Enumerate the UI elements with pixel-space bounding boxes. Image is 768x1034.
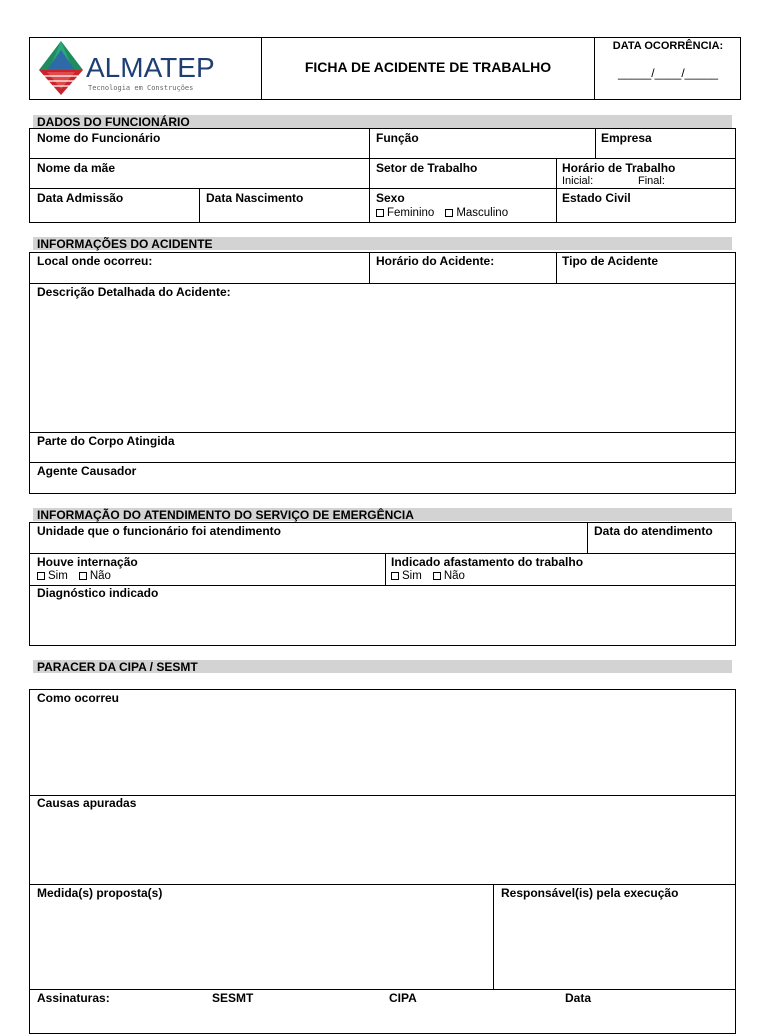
- col-divider: [556, 158, 557, 223]
- section-emergency: INFORMAÇÃO DO ATENDIMENTO DO SERVIÇO DE EMERGÊNCIA: [33, 508, 732, 521]
- row-divider: [29, 553, 736, 554]
- function-field[interactable]: Função: [376, 131, 419, 145]
- hospitalization-no-option[interactable]: Não: [79, 570, 111, 582]
- sesmt-signature-field[interactable]: SESMT: [212, 991, 254, 1005]
- leave-field: Indicado afastamento do trabalho: [391, 555, 584, 569]
- col-divider: [385, 553, 386, 585]
- admission-date-field[interactable]: Data Admissão: [37, 191, 124, 205]
- checkbox-icon[interactable]: [391, 572, 399, 580]
- care-unit-field[interactable]: Unidade que o funcionário foi atendimento: [37, 524, 282, 538]
- company-field[interactable]: Empresa: [601, 131, 652, 145]
- signatures-label: Assinaturas:: [37, 991, 110, 1005]
- checkbox-icon[interactable]: [79, 572, 87, 580]
- logo-subtitle: Tecnologia em Construções: [88, 84, 194, 92]
- causes-field[interactable]: Causas apuradas: [37, 796, 137, 810]
- form-title: FICHA DE ACIDENTE DE TRABALHO: [304, 59, 552, 75]
- schedule-start-label: Inicial:: [562, 175, 594, 187]
- cipa-signature-field[interactable]: CIPA: [389, 991, 417, 1005]
- row-divider: [29, 462, 736, 463]
- row-divider: [29, 989, 736, 990]
- leave-no-option[interactable]: Não: [433, 570, 465, 582]
- work-schedule-field[interactable]: Horário de Trabalho: [562, 161, 676, 175]
- sex-options: [376, 207, 508, 219]
- accident-time-field[interactable]: Horário do Acidente:: [376, 254, 495, 268]
- causing-agent-field[interactable]: Agente Causador: [37, 464, 137, 478]
- sex-female-option[interactable]: Feminino: [376, 207, 434, 219]
- accident-description-field[interactable]: Descrição Detalhada do Acidente:: [37, 285, 231, 299]
- logo-text: ALMATEP: [86, 52, 215, 83]
- sex-field: Sexo: [376, 191, 405, 205]
- diagnosis-field[interactable]: Diagnóstico indicado: [37, 586, 159, 600]
- accident-type-field[interactable]: Tipo de Acidente: [562, 254, 659, 268]
- emergency-table: [29, 522, 736, 646]
- how-occurred-field[interactable]: Como ocorreu: [37, 691, 120, 705]
- col-divider: [493, 884, 494, 989]
- occurrence-date-field[interactable]: _____/____/_____: [617, 66, 719, 80]
- hospitalization-options: [37, 570, 111, 582]
- responsible-field[interactable]: Responsável(is) pela execução: [501, 886, 679, 900]
- birth-date-field[interactable]: Data Nascimento: [206, 191, 304, 205]
- measures-field[interactable]: Medida(s) proposta(s): [37, 886, 163, 900]
- section-cipa: PARACER DA CIPA / SESMT: [33, 660, 732, 673]
- row-divider: [29, 188, 736, 189]
- employee-name-field[interactable]: Nome do Funcionário: [37, 131, 161, 145]
- signature-date-field[interactable]: Data: [565, 991, 592, 1005]
- checkbox-icon[interactable]: [445, 209, 453, 217]
- hospitalization-field: Houve internação: [37, 555, 138, 569]
- checkbox-icon[interactable]: [37, 572, 45, 580]
- row-divider: [29, 884, 736, 885]
- care-date-field[interactable]: Data do atendimento: [594, 524, 713, 538]
- col-divider: [587, 522, 588, 553]
- col-divider: [369, 252, 370, 283]
- occurrence-date-label: DATA OCORRÊNCIA:: [612, 40, 724, 52]
- col-divider: [199, 188, 200, 223]
- leave-yes-option[interactable]: Sim: [391, 570, 422, 582]
- row-divider: [29, 432, 736, 433]
- marital-status-field[interactable]: Estado Civil: [562, 191, 631, 205]
- cipa-table: [29, 689, 736, 1034]
- schedule-end-label: Final:: [638, 175, 665, 187]
- col-divider: [595, 128, 596, 158]
- header-divider: [594, 37, 595, 100]
- mother-name-field[interactable]: Nome da mãe: [37, 161, 116, 175]
- almatep-logo-icon: [35, 40, 87, 96]
- checkbox-icon[interactable]: [376, 209, 384, 217]
- work-sector-field[interactable]: Setor de Trabalho: [376, 161, 478, 175]
- body-part-field[interactable]: Parte do Corpo Atingida: [37, 434, 175, 448]
- accident-location-field[interactable]: Local onde ocorreu:: [37, 254, 153, 268]
- col-divider: [556, 252, 557, 283]
- section-employee: DADOS DO FUNCIONÁRIO: [33, 115, 732, 128]
- hospitalization-yes-option[interactable]: Sim: [37, 570, 68, 582]
- row-divider: [29, 158, 736, 159]
- row-divider: [29, 283, 736, 284]
- leave-options: [391, 570, 465, 582]
- section-accident: INFORMAÇÕES DO ACIDENTE: [33, 237, 732, 250]
- checkbox-icon[interactable]: [433, 572, 441, 580]
- sex-male-option[interactable]: Masculino: [445, 207, 508, 219]
- col-divider: [369, 128, 370, 223]
